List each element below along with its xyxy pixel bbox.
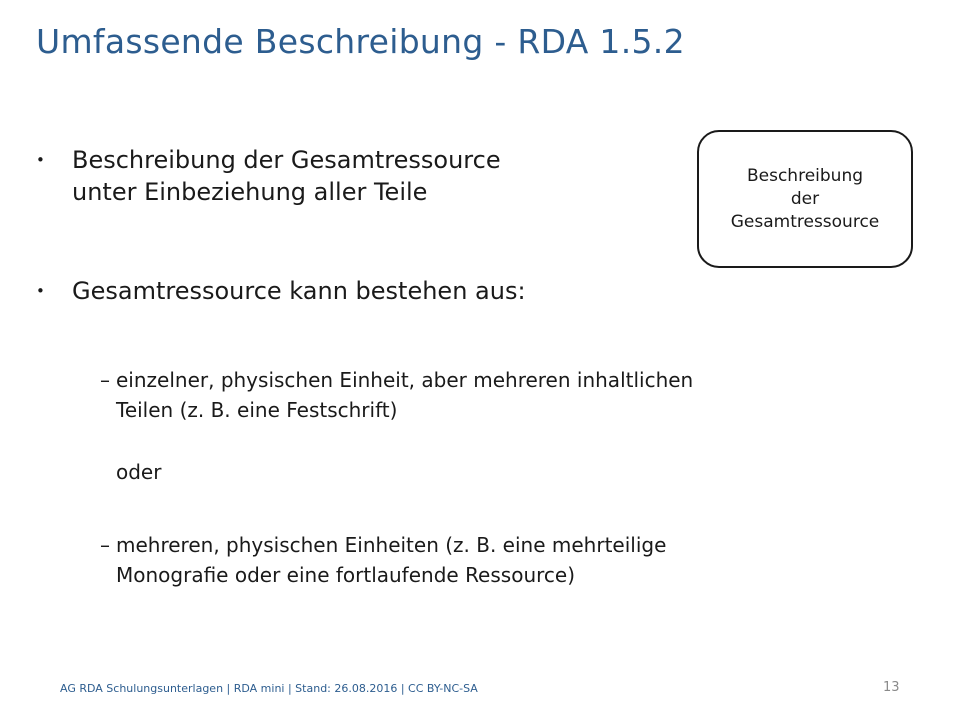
sub-item-1-line-2: Teilen (z. B. eine Festschrift) <box>116 398 398 422</box>
bullet-2-line-1: Gesamtressource kann bestehen aus: <box>72 277 526 305</box>
sub-item-1-line-3: oder <box>116 460 162 484</box>
sub-item-marker: – <box>100 533 110 557</box>
page-number: 13 <box>883 680 900 695</box>
bullet-1-line-2: unter Einbeziehung aller Teile <box>72 178 428 206</box>
bullet-marker: • <box>36 151 45 169</box>
bullet-marker: • <box>36 282 45 300</box>
callout-box <box>697 130 913 268</box>
footer-text: AG RDA Schulungsunterlagen | RDA mini | Stand: 26.08.2016 | CC BY-NC-SA <box>60 682 478 695</box>
sub-item-1-line-1: einzelner, physischen Einheit, aber mehreren inhaltlichen <box>116 368 694 392</box>
bullet-1-line-1: Beschreibung der Gesamtressource <box>72 146 501 174</box>
sub-item-2-line-1: mehreren, physischen Einheiten (z. B. eine mehrteilige <box>116 533 667 557</box>
slide-title: Umfassende Beschreibung - RDA 1.5.2 <box>36 22 685 61</box>
sub-item-marker: – <box>100 368 110 392</box>
callout-text: Beschreibung der Gesamtressource <box>730 165 880 232</box>
sub-item-2-line-2: Monografie oder eine fortlaufende Ressource) <box>116 563 576 587</box>
